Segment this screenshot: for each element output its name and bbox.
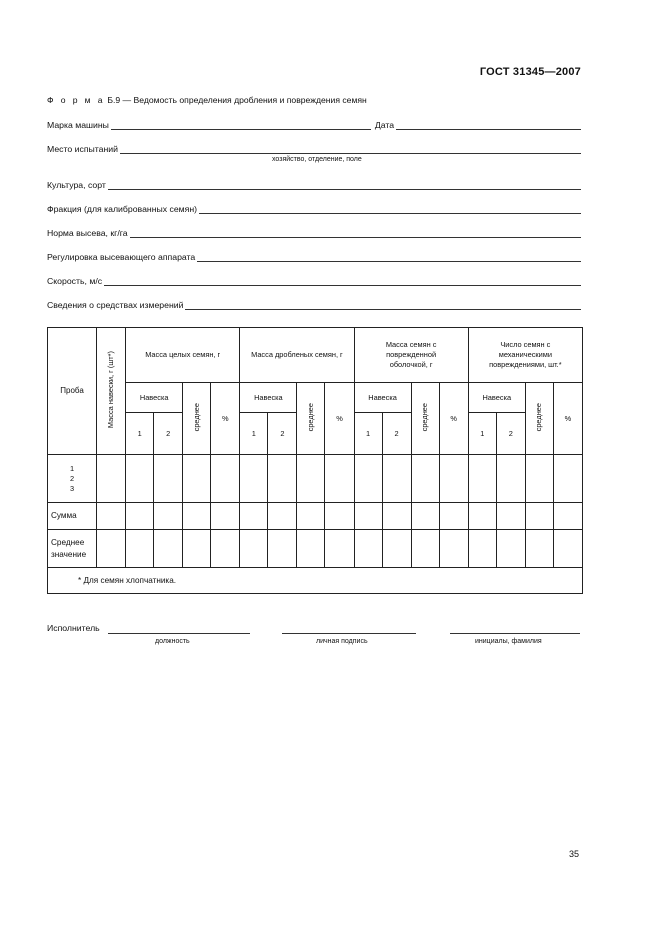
field-rate-label: Норма высева, кг/га [47, 228, 128, 238]
table-cell[interactable] [154, 455, 183, 503]
table-cell[interactable] [154, 530, 183, 568]
table-cell[interactable] [240, 503, 268, 530]
field-place-label: Место испытаний [47, 144, 118, 154]
hint-position: должность [155, 638, 190, 645]
field-instruments-label: Сведения о средствах измерений [47, 300, 184, 310]
row-average-label [48, 530, 97, 568]
field-fraction-label: Фракция (для калиброванных семян) [47, 204, 198, 214]
table-cell[interactable] [183, 503, 211, 530]
hint-name: инициалы, фамилия [475, 638, 542, 645]
field-date-line[interactable] [396, 119, 581, 130]
form-title [47, 95, 367, 105]
field-crop-line[interactable] [108, 179, 581, 190]
table-cell[interactable] [97, 455, 126, 503]
header-n1-b: 1 [240, 413, 268, 455]
table-cell[interactable] [468, 455, 496, 503]
header-pct-4: % [553, 383, 582, 455]
row-sum-label: Сумма [48, 503, 97, 530]
header-mass-sample [97, 328, 126, 455]
table-cell[interactable] [211, 530, 240, 568]
table-cell[interactable] [525, 455, 553, 503]
table-row-samples [48, 455, 583, 503]
field-fraction-line[interactable] [199, 203, 581, 214]
table-cell[interactable] [354, 455, 382, 503]
field-regulation-label: Регулировка высевающего аппарата [47, 252, 196, 262]
table-cell[interactable] [553, 455, 582, 503]
field-machine-line[interactable] [111, 119, 371, 130]
field-place-line[interactable] [120, 143, 581, 154]
field-machine [47, 118, 581, 130]
field-crop-label: Культура, сорт [47, 180, 106, 190]
table-cell[interactable] [126, 530, 154, 568]
table-cell[interactable] [354, 530, 382, 568]
field-place-hint: хозяйство, отделение, поле [272, 156, 362, 163]
executor-label: Исполнитель [47, 623, 100, 633]
form-title-prefix: Ф о р м а [47, 95, 105, 105]
form-title-text: Б.9 — Ведомость определения дробления и повреждения семян [104, 95, 367, 105]
table-row-footnote [48, 568, 583, 594]
field-machine-label: Марка машины [47, 120, 109, 130]
row-sample-2: 2 [69, 473, 75, 483]
table-cell[interactable] [411, 503, 439, 530]
table-row-average [48, 530, 583, 568]
table-cell[interactable] [325, 455, 354, 503]
table-cell[interactable] [553, 530, 582, 568]
row-sample-1: 1 [69, 463, 75, 473]
header-pct-2: % [325, 383, 354, 455]
table-cell[interactable] [268, 455, 297, 503]
table-cell[interactable] [211, 503, 240, 530]
page-number: 35 [568, 849, 579, 859]
field-instruments [47, 298, 581, 310]
table-cell[interactable] [211, 455, 240, 503]
table-cell[interactable] [525, 530, 553, 568]
field-regulation-line[interactable] [197, 251, 581, 262]
table-cell[interactable] [439, 530, 468, 568]
table-cell[interactable] [411, 455, 439, 503]
table-cell[interactable] [97, 503, 126, 530]
table-cell[interactable] [240, 455, 268, 503]
table-cell[interactable] [126, 455, 154, 503]
table-row-sum [48, 503, 583, 530]
table-cell[interactable] [354, 503, 382, 530]
signature-line-name[interactable] [450, 633, 580, 634]
field-speed [47, 274, 581, 286]
standard-number: ГОСТ 31345—2007 [479, 66, 581, 78]
table-cell[interactable] [525, 503, 553, 530]
header-n2-b: 2 [268, 413, 297, 455]
table-cell[interactable] [382, 455, 411, 503]
header-n1-c: 1 [354, 413, 382, 455]
field-fraction [47, 202, 581, 214]
row-average-line2: значение [51, 549, 87, 559]
header-group-whole: Масса целых семян, г [126, 328, 240, 383]
table-cell[interactable] [268, 530, 297, 568]
table-cell[interactable] [496, 503, 525, 530]
table-cell[interactable] [297, 455, 325, 503]
header-probe: Проба [48, 328, 97, 455]
field-date-label: Дата [374, 120, 395, 130]
field-rate [47, 226, 581, 238]
field-place [47, 142, 581, 154]
header-naveska-4: Навеска [468, 383, 525, 413]
header-avg-1-text: среднее [191, 402, 201, 432]
header-naveska-1: Навеска [126, 383, 183, 413]
table-cell[interactable] [553, 503, 582, 530]
table-cell[interactable] [439, 455, 468, 503]
table-cell[interactable] [183, 530, 211, 568]
header-avg-1 [183, 383, 211, 455]
header-naveska-3: Навеска [354, 383, 411, 413]
table-cell[interactable] [468, 503, 496, 530]
header-n1-a: 1 [126, 413, 154, 455]
table-cell[interactable] [382, 530, 411, 568]
field-instruments-line[interactable] [185, 299, 581, 310]
row-sample-numbers [48, 455, 97, 503]
signature-line-signature[interactable] [282, 633, 416, 634]
table-cell[interactable] [439, 503, 468, 530]
header-n2-d: 2 [496, 413, 525, 455]
header-group-crushed: Масса дробленых семян, г [240, 328, 354, 383]
header-n2-c: 2 [382, 413, 411, 455]
field-rate-line[interactable] [130, 227, 581, 238]
header-avg-4-text: среднее [534, 402, 544, 432]
header-avg-3-text: среднее [420, 402, 430, 432]
table-cell[interactable] [97, 530, 126, 568]
header-n2-a: 2 [154, 413, 183, 455]
table-cell[interactable] [325, 530, 354, 568]
header-naveska-2: Навеска [240, 383, 297, 413]
header-group-damaged-shell: Масса семян с поврежденной оболочкой, г [354, 328, 468, 383]
field-regulation [47, 250, 581, 262]
table-cell[interactable] [268, 503, 297, 530]
table-cell[interactable] [297, 530, 325, 568]
header-avg-2 [297, 383, 325, 455]
data-table [47, 327, 583, 594]
table-cell[interactable] [468, 530, 496, 568]
field-speed-line[interactable] [104, 275, 581, 286]
field-speed-label: Скорость, м/с [47, 276, 103, 286]
header-avg-2-text: среднее [305, 402, 315, 432]
header-avg-3 [411, 383, 439, 455]
row-average-line1: Среднее [51, 537, 85, 547]
header-pct-3: % [439, 383, 468, 455]
table-cell[interactable] [183, 455, 211, 503]
table-cell[interactable] [496, 530, 525, 568]
row-sample-3: 3 [69, 483, 75, 493]
field-crop [47, 178, 581, 190]
header-avg-4 [525, 383, 553, 455]
header-mass-sample-text: Масса навески, г (шт*) [106, 350, 116, 429]
header-pct-1: % [211, 383, 240, 455]
table-cell[interactable] [411, 530, 439, 568]
header-n1-d: 1 [468, 413, 496, 455]
table-cell[interactable] [496, 455, 525, 503]
table-cell[interactable] [382, 503, 411, 530]
table-cell[interactable] [240, 530, 268, 568]
table-cell[interactable] [126, 503, 154, 530]
header-group-count: Число семян с механическими повреждениями, шт.* [468, 328, 582, 383]
hint-signature: личная подпись [316, 638, 368, 645]
table-cell[interactable] [154, 503, 183, 530]
table-footnote: * Для семян хлопчатника. [48, 568, 583, 594]
table-cell[interactable] [297, 503, 325, 530]
table-cell[interactable] [325, 503, 354, 530]
signature-line-position[interactable] [108, 633, 250, 634]
